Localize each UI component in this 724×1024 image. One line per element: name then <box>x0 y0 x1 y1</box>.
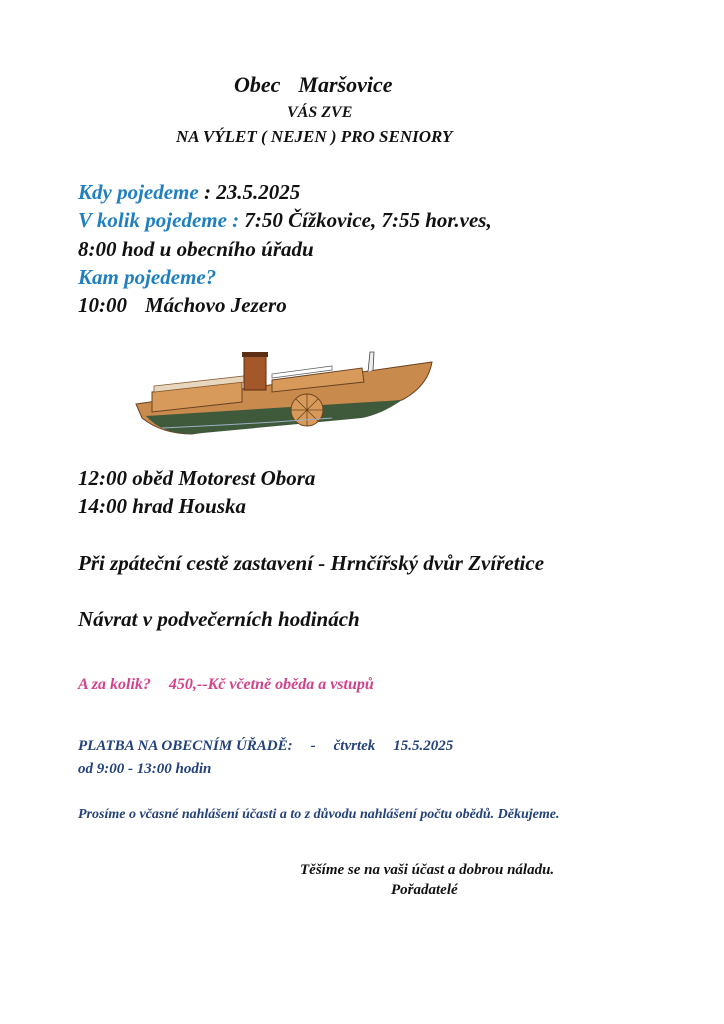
request-note: Prosíme o včasné nahlášení účasti a to z důvodu nahlášení počtu obědů. Děkujeme. <box>78 807 560 822</box>
time-line <box>78 208 492 233</box>
payment-dash: - <box>310 738 316 754</box>
where-line <box>78 293 287 318</box>
closing-line: Těšíme se na vaši účast a dobrou náladu. <box>300 862 555 878</box>
when-value: 23.5.2025 <box>216 180 301 204</box>
return-time: Návrat v podvečerních hodinách <box>78 607 360 631</box>
payment-date: 15.5.2025 <box>393 738 454 754</box>
payment-line <box>78 738 453 755</box>
organizers: Pořadatelé <box>391 882 458 898</box>
payment-label: PLATBA NA OBECNÍM ÚŘADĚ: <box>78 738 293 754</box>
price-line <box>78 676 374 694</box>
payment-hours: od 9:00 - 13:00 hodin <box>78 761 212 777</box>
title-word-2: Maršovice <box>298 72 393 97</box>
time-value: 7:50 Čížkovice, 7:55 hor.ves, <box>244 208 492 232</box>
time-label: V kolik pojedeme : <box>78 208 240 232</box>
return-stop: Při zpáteční cestě zastavení - Hrnčířský dvůr Zvířetice <box>78 551 545 575</box>
time-line-2: 8:00 hod u obecního úřadu <box>78 237 314 261</box>
subtitle-invites: VÁS ZVE <box>287 104 353 121</box>
price-value: 450,--Kč včetně oběda a vstupů <box>168 676 374 693</box>
schedule-item: 12:00 oběd Motorest Obora <box>78 466 316 490</box>
where-time: 10:00 <box>78 293 127 317</box>
price-question: A za kolik? <box>78 676 151 693</box>
when-line: Kdy pojedeme : 23.5.2025 <box>78 180 301 204</box>
schedule-item: 14:00 hrad Houska <box>78 494 247 518</box>
steamboat-illustration-icon <box>132 342 440 438</box>
title-word-1: Obec <box>234 72 281 97</box>
when-label: Kdy pojedeme <box>78 180 199 204</box>
where-place: Máchovo Jezero <box>145 293 287 317</box>
page-title <box>234 72 393 98</box>
subtitle-trip: NA VÝLET ( NEJEN ) PRO SENIORY <box>176 127 453 146</box>
payment-day: čtvrtek <box>333 738 376 754</box>
where-label: Kam pojedeme? <box>78 265 217 289</box>
